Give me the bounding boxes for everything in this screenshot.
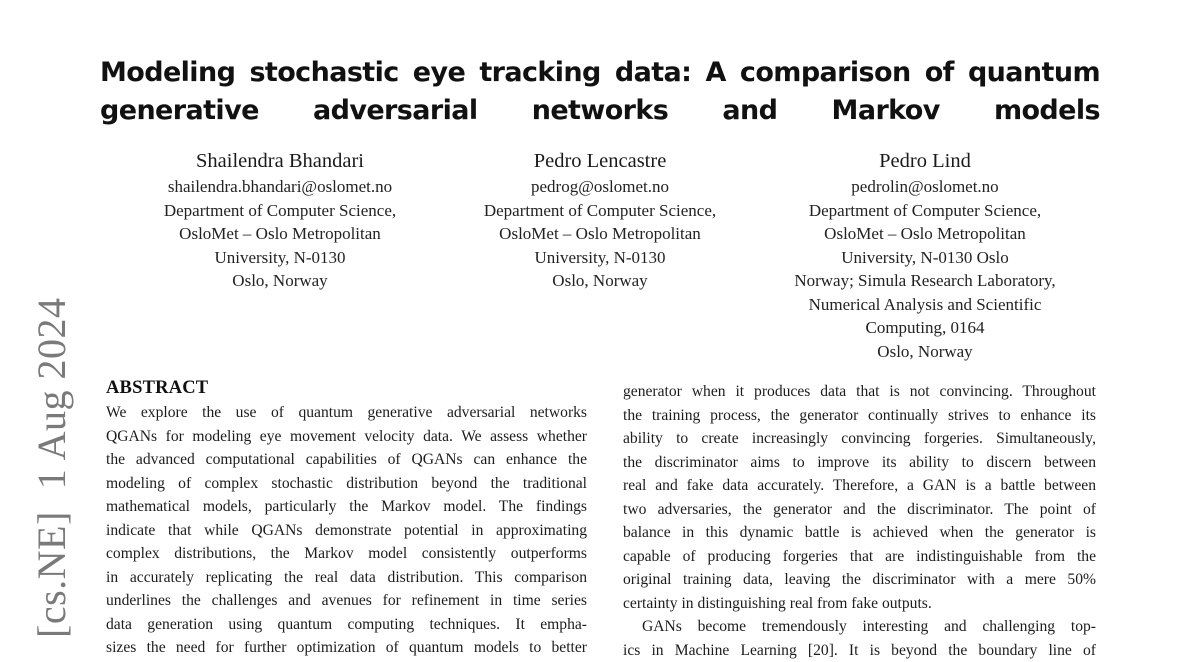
abstract-line: indicate that while QGANs demonstrate potential in approximating [106,519,587,543]
body-paragraph [623,380,1096,615]
abstract-line: modeling of complex stochastic distribution beyond the traditional [106,472,587,496]
author-affiliation-line: Oslo, Norway [455,269,745,293]
author-name: Pedro Lencastre [455,148,745,175]
author-card [455,148,745,293]
body-line: real and fake data accurately. Therefore, a GAN is a battle between [623,474,1096,498]
body-line: original training data, leaving the discriminator with a mere 50% [623,568,1096,592]
body-line: ability to create increasingly convincing forgeries. Simultaneously, [623,427,1096,451]
title-line: generative adversarial networks and Markov models [100,92,1100,130]
arxiv-date: 1 Aug 2024 [30,298,74,490]
author-affiliation-line: University, N-0130 [455,246,745,270]
body-line: capable of producing forgeries that are indistinguishable from the [623,545,1096,569]
abstract-line: mathematical models, particularly the Markov model. The findings [106,495,587,519]
author-affiliation-line: Numerical Analysis and Scientific [765,293,1085,317]
arxiv-category: [cs.NE] [30,511,74,638]
abstract-line: complex distributions, the Markov model consistently outperforms [106,542,587,566]
author-affiliation-line: OsloMet – Oslo Metropolitan [130,222,430,246]
body-line: generator when it produces data that is not convincing. Throughout [623,380,1096,404]
author-affiliation-line: Oslo, Norway [130,269,430,293]
left-column [106,376,587,660]
author-affiliation-line: Department of Computer Science, [455,199,745,223]
body-line: ics in Machine Learning [20]. It is beyond the boundary line of [623,639,1096,662]
author-affiliation-line: University, N-0130 Oslo [765,246,1085,270]
author-name: Pedro Lind [765,148,1085,175]
author-card [765,148,1085,363]
abstract-line: We explore the use of quantum generative adversarial networks [106,401,587,425]
body-paragraph [623,615,1096,662]
abstract-line: the advanced computational capabilities of QGANs can enhance the [106,448,587,472]
author-affiliation-line: Department of Computer Science, [130,199,430,223]
author-affiliation-line: Oslo, Norway [765,340,1085,364]
abstract-line: QGANs for modeling eye movement velocity data. We assess whether [106,425,587,449]
abstract-line: data generation using quantum computing techniques. It empha- [106,613,587,637]
body-line: GANs become tremendously interesting and challenging top- [623,615,1096,639]
author-affiliation-line: OsloMet – Oslo Metropolitan [765,222,1085,246]
author-email[interactable]: shailendra.bhandari@oslomet.no [130,175,430,199]
body-line: the training process, the generator continually strives to enhance its [623,404,1096,428]
body-line: the discriminator aims to improve its ability to discern between [623,451,1096,475]
body-line: certainty in distinguishing real from fake outputs. [623,592,1096,616]
abstract-line: underlines the challenges and avenues for refinement in time series [106,589,587,613]
author-email[interactable]: pedrog@oslomet.no [455,175,745,199]
abstract-body [106,401,587,660]
author-name: Shailendra Bhandari [130,148,430,175]
abstract-line: sizes the need for further optimization of quantum models to better [106,636,587,660]
arxiv-stamp [30,312,74,638]
title-line: Modeling stochastic eye tracking data: A comparison of quantum [100,54,1100,92]
body-line: two adversaries, the generator and the discriminator. The point of [623,498,1096,522]
author-card [130,148,430,293]
body-line: balance in this dynamic battle is achieved when the generator is [623,521,1096,545]
paper-title [100,54,1100,130]
author-affiliation-line: Norway; Simula Research Laboratory, [765,269,1085,293]
abstract-line: in accurately replicating the real data distribution. This comparison [106,566,587,590]
author-email[interactable]: pedrolin@oslomet.no [765,175,1085,199]
abstract-heading: ABSTRACT [106,376,587,400]
author-affiliation-line: University, N-0130 [130,246,430,270]
right-column [623,380,1096,662]
author-affiliation-line: OsloMet – Oslo Metropolitan [455,222,745,246]
author-affiliation-line: Computing, 0164 [765,316,1085,340]
author-affiliation-line: Department of Computer Science, [765,199,1085,223]
